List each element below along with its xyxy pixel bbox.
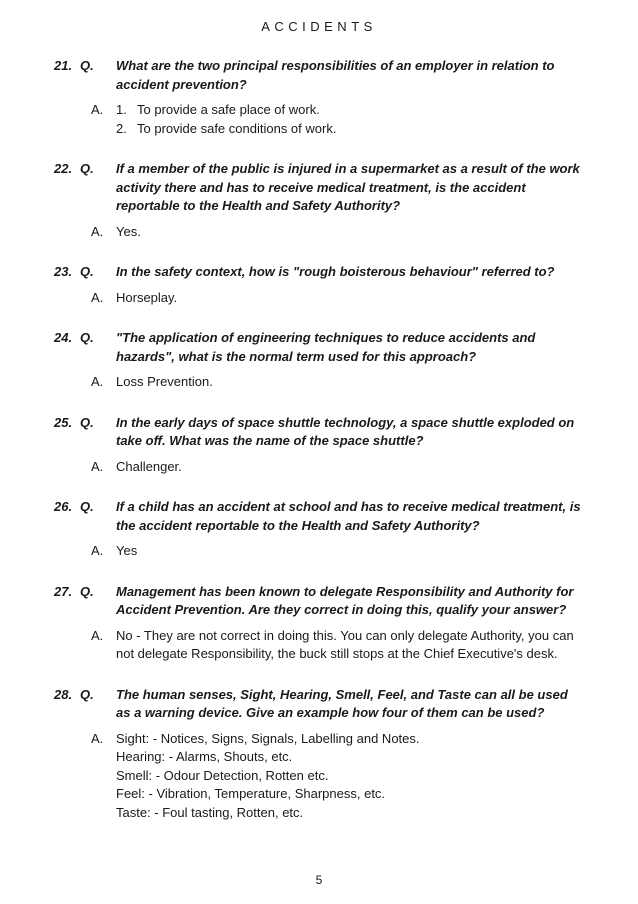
question-label: Q. bbox=[80, 58, 94, 73]
answer-row bbox=[0, 101, 638, 138]
question-number: 21. bbox=[54, 58, 73, 73]
question-number: 27. bbox=[54, 583, 73, 599]
question-row bbox=[0, 498, 638, 535]
qa-item bbox=[0, 263, 638, 307]
answer-row bbox=[0, 542, 638, 561]
answer-line-text: Feel: - Vibration, Temperature, Sharpness, etc. bbox=[116, 786, 386, 801]
answer-line-text: Challenger. bbox=[116, 458, 182, 474]
answer-line-text: Yes bbox=[116, 543, 138, 558]
answer-row bbox=[0, 730, 638, 823]
answer-body bbox=[116, 542, 586, 561]
question-text: If a member of the public is injured in a supermarket as a result of the work activity there and has to receive medical treatment, is the accident reportable to the Health and Safety Authority? bbox=[116, 161, 580, 213]
question-label: Q. bbox=[80, 264, 94, 279]
answer-line-text: Taste: - Foul tasting, Rotten, etc. bbox=[116, 804, 304, 820]
qa-item bbox=[0, 57, 638, 138]
answer-label: A. bbox=[91, 730, 104, 746]
question-text: If a child has an accident at school and has to receive medical treatment, is the accident reportable to the Health and Safety Authority? bbox=[116, 499, 581, 533]
question-number: 26. bbox=[54, 499, 73, 514]
answer-label: A. bbox=[91, 102, 104, 117]
question-label: Q. bbox=[80, 330, 94, 345]
question-label: Q. bbox=[80, 583, 94, 599]
answer-line-text: Sight: - Notices, Signs, Signals, Labelling and Notes. bbox=[116, 730, 420, 746]
answer-row bbox=[0, 458, 638, 477]
question-label: Q. bbox=[80, 499, 94, 514]
question-label: Q. bbox=[80, 686, 94, 702]
answer-line bbox=[116, 804, 586, 823]
question-text: Management has been known to delegate Responsibility and Authority for Accident Prevention. Are they correct in doing this, qualify your answer? bbox=[116, 583, 574, 617]
answer-line bbox=[116, 767, 586, 786]
answer-line bbox=[116, 730, 586, 749]
answer-label: A. bbox=[91, 458, 104, 474]
answer-label: A. bbox=[91, 289, 104, 305]
question-row bbox=[0, 583, 638, 620]
answer-line-text: Smell: - Odour Detection, Rotten etc. bbox=[116, 767, 329, 783]
question-label: Q. bbox=[80, 414, 94, 430]
answer-line bbox=[116, 223, 586, 242]
question-number: 23. bbox=[54, 264, 73, 279]
answer-body bbox=[116, 101, 586, 138]
qa-list bbox=[0, 57, 638, 844]
answer-body bbox=[116, 730, 586, 823]
answer-body bbox=[116, 289, 586, 308]
answer-line bbox=[116, 785, 586, 804]
answer-row bbox=[0, 627, 638, 664]
answer-line-text: To provide safe conditions of work. bbox=[137, 120, 337, 136]
qa-item bbox=[0, 329, 638, 392]
answer-line-number: 1. bbox=[116, 102, 127, 117]
question-number: 24. bbox=[54, 330, 73, 345]
question-text: In the early days of space shuttle technology, a space shuttle exploded on take off. What was the name of the space shuttle? bbox=[116, 414, 575, 448]
answer-body bbox=[116, 223, 586, 242]
answer-row bbox=[0, 223, 638, 242]
answer-label: A. bbox=[91, 374, 104, 389]
answer-line-text: Hearing: - Alarms, Shouts, etc. bbox=[116, 749, 293, 764]
qa-item bbox=[0, 686, 638, 823]
question-row bbox=[0, 160, 638, 216]
question-row bbox=[0, 57, 638, 94]
question-row bbox=[0, 263, 638, 282]
answer-label: A. bbox=[91, 223, 104, 239]
qa-item bbox=[0, 498, 638, 561]
answer-line bbox=[116, 120, 586, 139]
answer-body bbox=[116, 458, 586, 477]
qa-item bbox=[0, 414, 638, 477]
answer-line-text: No - They are not correct in doing this. You can only delegate Authority, you can not delegate Responsibility, the buck still stops at the Chief Executive's desk. bbox=[116, 627, 574, 661]
answer-line-text: Loss Prevention. bbox=[116, 374, 213, 389]
answer-label: A. bbox=[91, 543, 104, 558]
answer-line bbox=[116, 542, 586, 561]
qa-item bbox=[0, 160, 638, 241]
answer-line-text: To provide a safe place of work. bbox=[137, 102, 320, 117]
answer-body bbox=[116, 627, 586, 664]
answer-body bbox=[116, 373, 586, 392]
answer-line bbox=[116, 627, 586, 664]
question-row bbox=[0, 686, 638, 723]
page-header-title: ACCIDENTS bbox=[261, 19, 377, 34]
question-row bbox=[0, 329, 638, 366]
question-text: "The application of engineering techniques to reduce accidents and hazards", what is the normal term used for this approach? bbox=[116, 330, 536, 364]
answer-row bbox=[0, 373, 638, 392]
answer-line-text: Horseplay. bbox=[116, 289, 178, 305]
question-label: Q. bbox=[80, 161, 94, 176]
question-text: In the safety context, how is "rough boisterous behaviour" referred to? bbox=[116, 264, 555, 279]
answer-line bbox=[116, 289, 586, 308]
answer-line bbox=[116, 101, 586, 120]
answer-line-number: 2. bbox=[116, 120, 127, 136]
answer-row bbox=[0, 289, 638, 308]
page-number: 5 bbox=[315, 873, 323, 887]
question-text: What are the two principal responsibilities of an employer in relation to accident prevention? bbox=[116, 58, 555, 92]
qa-item bbox=[0, 583, 638, 664]
answer-line bbox=[116, 373, 586, 392]
question-number: 22. bbox=[54, 161, 73, 176]
question-row bbox=[0, 414, 638, 451]
question-number: 28. bbox=[54, 686, 73, 702]
answer-line bbox=[116, 748, 586, 767]
answer-line-text: Yes. bbox=[116, 223, 141, 239]
answer-line bbox=[116, 458, 586, 477]
answer-label: A. bbox=[91, 627, 104, 643]
question-number: 25. bbox=[54, 414, 73, 430]
question-text: The human senses, Sight, Hearing, Smell, Feel, and Taste can all be used as a warning device. Give an example how four of them can be used? bbox=[116, 686, 568, 720]
